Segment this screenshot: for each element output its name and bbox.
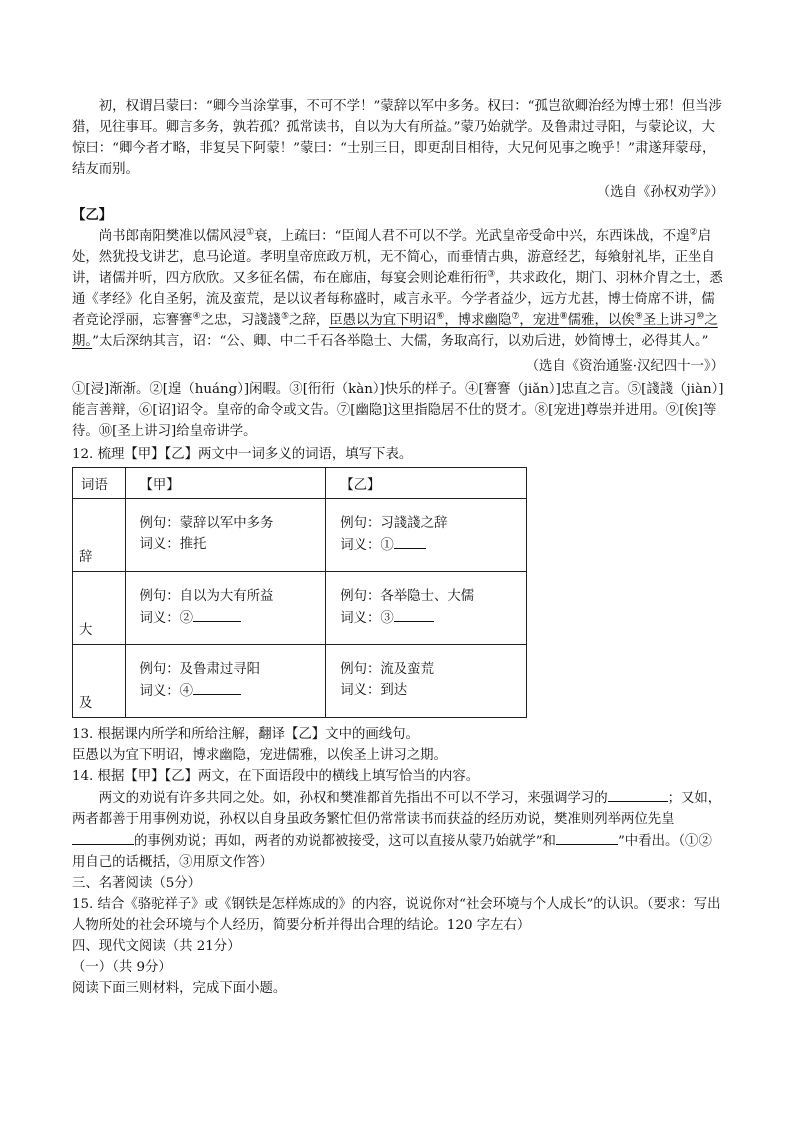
answer-blank-3[interactable] xyxy=(556,830,618,845)
q15-prompt: 15. 结合《骆驼祥子》或《钢铁是怎样炼成的》的内容，说说你对“社会环境与个人成长”的认识。（要求：写出人物所处的社会环境与个人经历，简要分析并得出合理的结论。120 字左右） xyxy=(72,897,721,933)
q14-prompt: 14. 根据【甲】【乙】两文，在下面语段中的横线上填写恰当的内容。 xyxy=(72,769,480,784)
q14-paragraph: 两文的劝说有许多共同之处。如，孙权和樊准都首先指出不可以不学习，来强调学习的 ；又如，两者都善于用事例劝说，孙权以自身虽政务繁忙但仍常常读书而获益的经历劝说，樊准则列举两位先皇的事例劝说；再如，两者的劝说都被接受，这可以直接从蒙乃始就学”和 ”中看出。（①②用自己的话概括，③用原文作答） xyxy=(72,787,724,873)
yi-label: 【乙】 xyxy=(72,207,113,223)
yi-cell: 例句：流及蛮荒 词义：到达 xyxy=(326,645,527,718)
answer-blank[interactable] xyxy=(394,607,434,622)
answer-blank[interactable] xyxy=(394,534,426,549)
yi-passage: 尚书郎南阳樊准以儒风浸①衰，上疏曰：“臣闻人君不可以不学。光武皇帝受命中兴，东西诛战，不遑②启处，然犹投戈讲艺，息马论道。孝明皇帝庶政万机，无不简心，而垂情古典，游意经艺，每飨射礼毕，正坐自讲，诸儒并听，四方欣欣。又多征名儒，布在廊庙，每宴会则论难衎衎③，共求政化，期门、羽林介胄之士，悉通《孝经》化自圣躬，流及蛮荒，是以议者每称盛时，咸言永平。今学者益少，远方尤甚，博士倚席不讲，儒者竞论浮丽，忘謇謇④之忠，习諓諓⑤之辞，臣愚以为宜下明诏⑥，博求幽隐⑦，宠进⑧儒雅，以俟⑨圣上讲习⑩之期。”太后深纳其言，诏：“公、卿、中二千石各举隐士、大儒，务取高行，以劝后进，妙简博士，必得其人。” xyxy=(72,227,723,349)
word-cell: 辞 xyxy=(73,499,126,572)
jia-passage: 初，权谓吕蒙曰：“卿今当涂掌事，不可不学！”蒙辞以军中多务。权曰：“孤岂欲卿治经为博士邪！但当涉猎，见往事耳。卿言多务，孰若孤？孤常读书，自以为大有所益。”蒙乃始就学。及鲁肃过寻阳，与蒙论议，大惊曰：“卿今者才略，非复吴下阿蒙！”蒙曰：“士别三日，即更刮目相待，大兄何见事之晚乎！”肃遂拜蒙母，结友而别。 xyxy=(72,99,722,177)
vocab-table xyxy=(72,467,527,718)
header-cell: 【乙】 xyxy=(326,468,527,499)
header-cell: 【甲】 xyxy=(125,468,326,499)
jia-cell: 例句：自以为大有所益 词义：② xyxy=(125,572,326,645)
section-4-instruction: 阅读下面三则材料，完成下面小题。 xyxy=(72,981,287,996)
q13-prompt: 13. 根据课内所学和所给注解，翻译【乙】文中的画线句。 xyxy=(72,727,419,742)
jia-cell: 例句：蒙辞以军中多务 词义：推托 xyxy=(125,499,326,572)
answer-blank-1[interactable] xyxy=(608,787,668,802)
yi-source: （选自《资治通鉴·汉纪四十一》） xyxy=(525,359,724,374)
section-4-subtitle: （一）（共 9分） xyxy=(72,960,172,975)
q12-prompt: 12. 梳理【甲】【乙】两文中一词多义的词语，填写下表。 xyxy=(72,447,413,462)
table-row xyxy=(73,572,527,645)
table-row xyxy=(73,499,527,572)
answer-blank[interactable] xyxy=(193,607,241,622)
section-4-title: 四、现代文阅读（共 21分） xyxy=(72,939,241,954)
word-cell: 大 xyxy=(73,572,126,645)
yi-cell: 例句：各举隐士、大儒 词义：③ xyxy=(326,572,527,645)
answer-blank-2[interactable] xyxy=(72,830,134,845)
table-header-row xyxy=(73,468,527,499)
table-row xyxy=(73,645,527,718)
q13-sentence: 臣愚以为宜下明诏，博求幽隐，宠进儒雅，以俟圣上讲习之期。 xyxy=(72,748,447,763)
underlined-sentence: 臣愚以为宜下明诏⑥，博求幽隐⑦，宠进⑧儒雅，以俟⑨圣上讲习⑩之期。 xyxy=(72,311,718,349)
header-cell: 词语 xyxy=(73,468,126,499)
jia-cell: 例句：及鲁肃过寻阳 词义：④ xyxy=(125,645,326,718)
section-3-title: 三、名著阅读（5分） xyxy=(72,876,202,891)
word-cell: 及 xyxy=(73,645,126,718)
yi-notes: ①[浸]渐渐。②[遑（huáng）]闲暇。③[衎衎（kàn）]快乐的样子。④[謇謇（jiǎn）]忠直之言。⑤[諓諓（jiàn）]能言善辩，⑥[诏]诏令。皇帝的命令或文告。⑦[幽隐]这里指隐居不仕的贤才。⑧[宠进]尊崇并进用。⑨[俟]等待。⑩[圣上讲习]给皇帝讲学。 xyxy=(72,382,724,439)
answer-blank[interactable] xyxy=(193,680,241,695)
jia-source: （选自《孙权劝学》） xyxy=(596,185,724,200)
yi-cell: 例句：习諓諓之辞 词义：① xyxy=(326,499,527,572)
exam-page xyxy=(72,96,724,999)
